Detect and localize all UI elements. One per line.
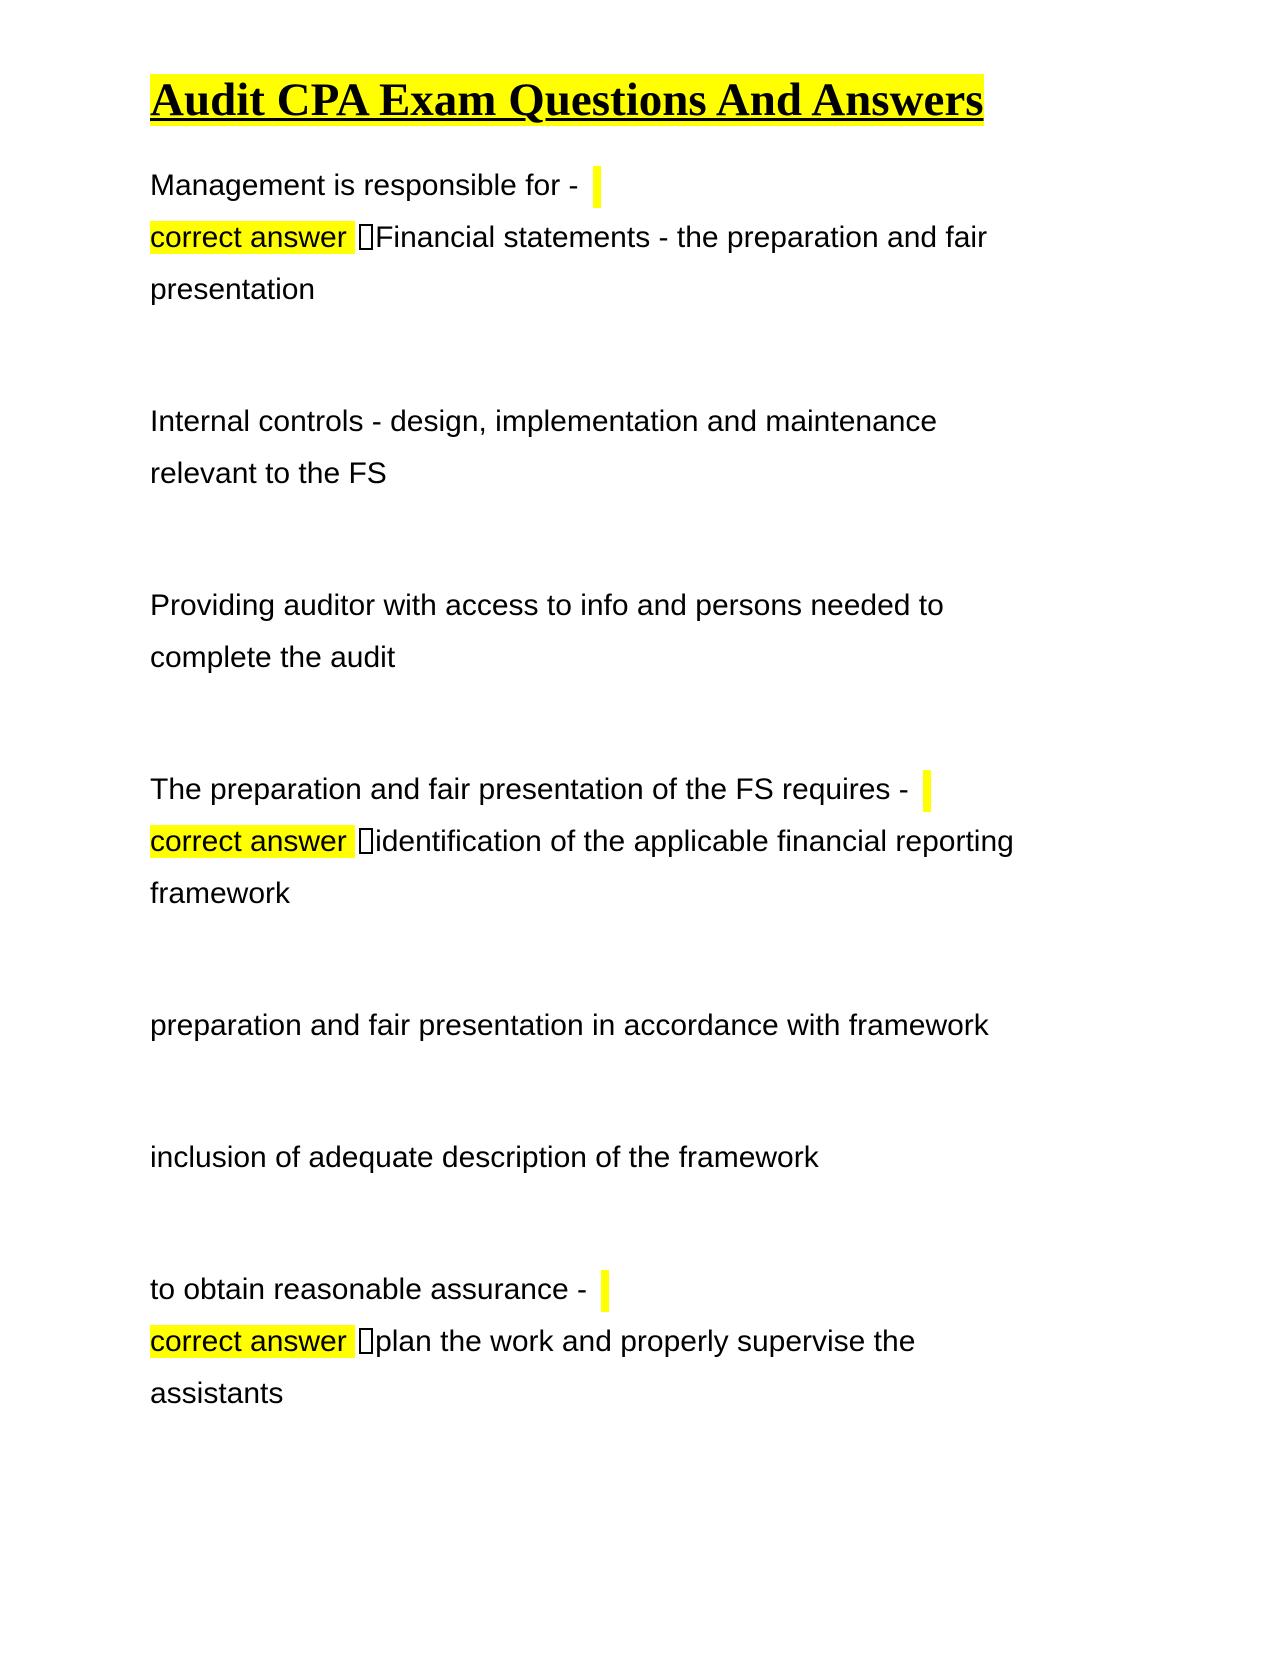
question-text: to obtain reasonable assurance - [150, 1273, 596, 1306]
answer-line [150, 264, 1130, 316]
answer-text: relevant to the FS [150, 457, 387, 490]
paragraph-gap [150, 684, 1130, 764]
answer-line [150, 868, 1130, 920]
answer-text: presentation [150, 273, 316, 306]
answer-text: Providing auditor with access to info and persons needed to [150, 589, 944, 622]
answer-text: framework [150, 877, 291, 910]
paragraph-gap [150, 1052, 1130, 1132]
highlight-marker [601, 1270, 609, 1312]
question-line [150, 764, 1130, 816]
document-page [150, 70, 1130, 1420]
answer-line [150, 396, 1130, 448]
highlight-marker [593, 166, 601, 208]
answer-text: preparation and fair presentation in accordance with framework [150, 1009, 989, 1042]
missing-glyph-icon [359, 224, 373, 250]
answer-text: Internal controls - design, implementation and maintenance [150, 405, 938, 438]
answer-line [150, 580, 1130, 632]
missing-glyph-icon [359, 1328, 373, 1354]
answer-line [150, 1132, 1130, 1184]
answer-label: correct answer [150, 1325, 356, 1358]
paragraph-gap [150, 316, 1130, 396]
answer-label: correct answer [150, 825, 356, 858]
answer-text: complete the audit [150, 641, 396, 674]
answer-text: identification of the applicable financial reporting [375, 825, 1014, 858]
answer-text: inclusion of adequate description of the framework [150, 1141, 819, 1174]
answer-line [150, 1000, 1130, 1052]
highlight-marker [923, 770, 931, 812]
missing-glyph-icon [359, 828, 373, 854]
question-line [150, 1264, 1130, 1316]
answer-line [150, 448, 1130, 500]
question-text: The preparation and fair presentation of the FS requires - [150, 773, 918, 806]
answer-text: Financial statements - the preparation and fair [375, 221, 988, 254]
paragraph-gap [150, 920, 1130, 1000]
answer-line [150, 816, 1130, 868]
answer-text: plan the work and properly supervise the [375, 1325, 916, 1358]
answer-line [150, 632, 1130, 684]
answer-label: correct answer [150, 221, 356, 254]
answer-text: assistants [150, 1377, 284, 1410]
answer-line [150, 1316, 1130, 1368]
answer-line [150, 212, 1130, 264]
document-title [150, 70, 1130, 130]
answer-line [150, 1368, 1130, 1420]
document-body [150, 160, 1130, 1420]
paragraph-gap [150, 500, 1130, 580]
title-highlight: Audit CPA Exam Questions And Answers [150, 74, 984, 126]
question-text: Management is responsible for - [150, 169, 587, 202]
question-line [150, 160, 1130, 212]
paragraph-gap [150, 1184, 1130, 1264]
